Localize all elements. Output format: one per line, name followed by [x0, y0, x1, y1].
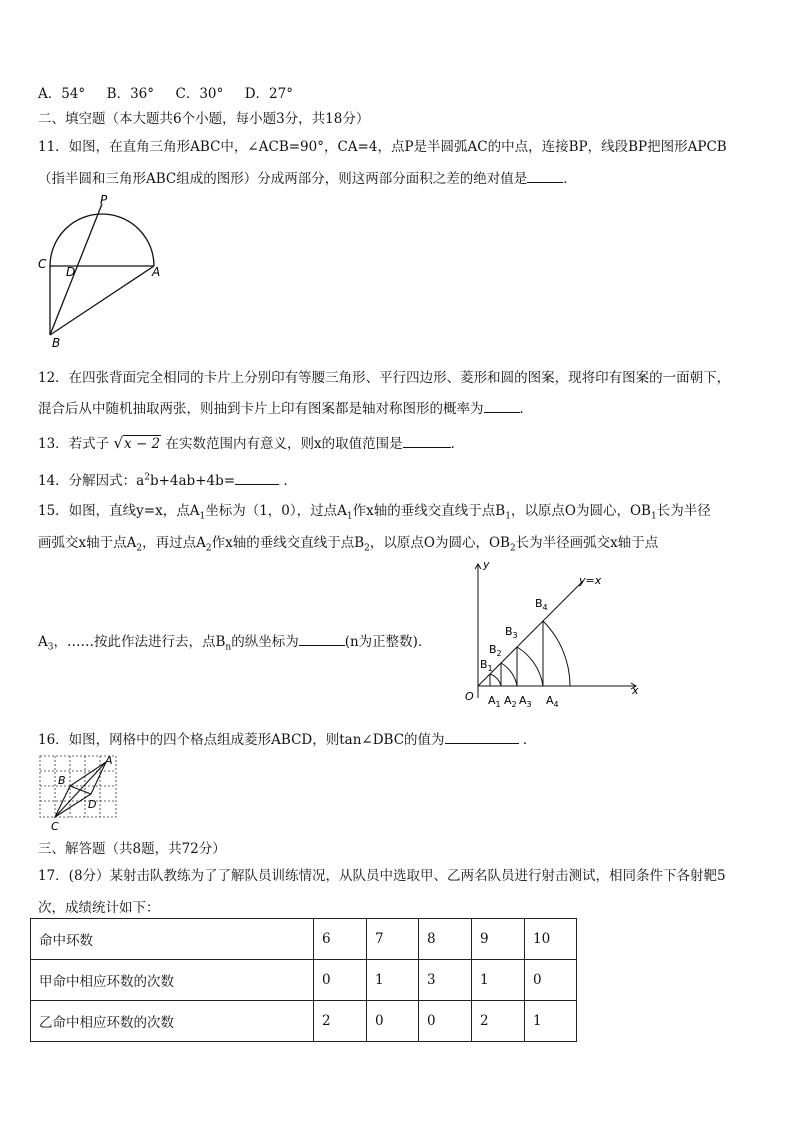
section-2-heading: 二、填空题（本大题共6个小题，每小题3分，共18分）	[38, 111, 370, 127]
q13-pre: 13．若式子	[38, 436, 110, 452]
choice-c: C．30°	[175, 86, 224, 102]
table-row	[31, 960, 577, 1001]
q15-l2b: ，再过点A	[142, 535, 206, 551]
table-cell: 1	[367, 960, 419, 1001]
q15-sub: 1	[650, 511, 657, 522]
q15-b2: $B_2$	[489, 643, 502, 658]
q15-sub: 2	[509, 543, 516, 554]
q15-b3: $B_3$	[505, 625, 518, 640]
q11-answer-blank[interactable]	[527, 168, 563, 183]
q15-l3a: A	[38, 634, 48, 650]
q17-line1: 17．(8分）某射击队教练为了了解队员训练情况，从队员中选取甲、乙两名队员进行射击测试，相同条件下各射靶5	[38, 868, 726, 884]
q12-answer-blank[interactable]	[484, 398, 520, 413]
section-3-heading: 三、解答题（共8题，共72分）	[38, 841, 226, 857]
choice-d: D．27°	[244, 86, 293, 102]
table-cell: 甲命中相应环数的次数	[31, 960, 314, 1001]
table-cell: 0	[525, 960, 577, 1001]
q15-l1b: 坐标为（1，0），过点A	[205, 503, 347, 519]
q16-label-d: D	[88, 798, 97, 811]
q15-l3d: (n为正整数)．	[344, 634, 432, 650]
q15-answer-blank[interactable]	[299, 631, 345, 646]
q13-radical: √x − 2	[113, 434, 161, 452]
q12-end: ．	[519, 401, 533, 417]
q15-sub: 1	[505, 511, 511, 522]
choice-b: B．36°	[106, 86, 155, 102]
q11-line2	[38, 167, 577, 187]
q16-label-a: A	[105, 754, 113, 767]
q15-l3b: ，……按此作法进行去，点B	[53, 634, 226, 650]
table-cell: 10	[525, 919, 577, 960]
table-cell: 7	[367, 919, 419, 960]
choices-line	[38, 82, 293, 102]
q15-l1d: ，以原点O为圆心，OB	[510, 503, 651, 519]
q14-answer-blank[interactable]	[235, 470, 279, 485]
q14-post: b+4ab+4b=	[149, 473, 236, 489]
q13-line	[38, 432, 464, 452]
q16-answer-blank[interactable]	[445, 729, 519, 744]
q15-l1c: 作x轴的垂线交直线于点B	[352, 503, 506, 519]
q15-line2	[38, 531, 658, 554]
q15-a1: $A_1$	[488, 694, 501, 709]
q12-line1: 12．在四张背面完全相同的卡片上分别印有等腰三角形、平行四边形、菱形和圆的图案，现将印有图案的一面朝下，	[38, 370, 731, 386]
q15-sub: 2	[364, 543, 370, 554]
q12-line2-text: 混合后从中随机抽取两张，则抽到卡片上印有图案都是轴对称图形的概率为	[38, 401, 484, 417]
q15-l1a: 15．如图，直线y=x，点A	[38, 503, 200, 519]
q15-l1e: 长为半径	[656, 503, 711, 519]
q15-sub: 3	[47, 642, 54, 653]
q13-post: 在实数范围内有意义，则x的取值范围是	[165, 436, 403, 452]
choice-a: A．54°	[38, 86, 86, 102]
q15-l2c: 作x轴的垂线交直线于点B	[211, 535, 365, 551]
table-cell: 3	[419, 960, 472, 1001]
q11-label-d: D	[66, 265, 76, 279]
q15-sub: 2	[136, 543, 143, 554]
q15-axis-y: y	[483, 558, 490, 571]
q12-line2	[38, 397, 533, 417]
q15-figure	[448, 558, 648, 710]
q11-label-b: B	[52, 336, 61, 350]
table-cell: 0	[367, 1001, 419, 1042]
table-row	[31, 919, 577, 960]
q15-a2: $A_2$	[504, 694, 517, 709]
q15-line3	[38, 630, 431, 653]
table-cell: 2	[314, 1001, 367, 1042]
table-cell: 1	[472, 960, 525, 1001]
table-row	[31, 1001, 577, 1042]
q17-line2: 次，成绩统计如下：	[38, 900, 160, 916]
q15-b4: $B_4$	[535, 597, 548, 612]
q15-axis-x: x	[632, 684, 639, 697]
q11-label-p: P	[100, 193, 108, 207]
q11-end: ．	[563, 171, 577, 187]
q14-sup: 2	[144, 472, 150, 483]
q16-end: ．	[522, 732, 537, 748]
q16-label-c: C	[51, 820, 59, 833]
table-cell: 1	[525, 1001, 577, 1042]
q14-line	[38, 469, 297, 489]
q15-sub: 2	[205, 543, 212, 554]
q14-end: ．	[283, 473, 297, 489]
table-cell: 0	[419, 1001, 472, 1042]
q13-end: ．	[450, 436, 465, 452]
q15-l3c: 的纵坐标为	[231, 634, 299, 650]
q15-line1	[38, 499, 711, 522]
table-cell: 2	[472, 1001, 525, 1042]
q15-sub: 1	[346, 511, 353, 522]
table-cell: 9	[472, 919, 525, 960]
table-cell: 6	[314, 919, 367, 960]
q17-score-table	[30, 918, 577, 1042]
q11-figure	[34, 192, 174, 352]
q15-b1: $B_1$	[480, 658, 493, 673]
q15-l2d: ，以原点O为圆心，OB	[369, 535, 510, 551]
q11-label-a: A	[152, 265, 161, 279]
q15-a3: $A_3$	[519, 694, 532, 709]
q11-line1: 11．如图，在直角三角形ABC中，∠ACB=90°，CA=4，点P是半圆弧AC的中点，连接BP，线段BP把图形APCB	[38, 139, 727, 155]
q15-origin: O	[465, 690, 474, 703]
q11-label-c: C	[38, 257, 47, 271]
table-cell: 乙命中相应环数的次数	[31, 1001, 314, 1042]
q15-sub: n	[225, 642, 232, 653]
table-cell: 0	[314, 960, 367, 1001]
q16-line	[38, 728, 536, 748]
q13-answer-blank[interactable]	[403, 433, 451, 448]
q15-line-label: y=x	[579, 574, 602, 587]
q16-label-b: B	[58, 774, 66, 787]
q15-a4: $A_4$	[546, 694, 559, 709]
table-cell: 8	[419, 919, 472, 960]
q11-line2-text: （指半圆和三角形ABC组成的图形）分成两部分，则这两部分面积之差的绝对值是	[38, 171, 528, 187]
q14-pre: 14．分解因式：a	[38, 473, 145, 489]
q15-sub: 1	[199, 511, 206, 522]
q16-text: 16．如图，网格中的四个格点组成菱形ABCD，则tan∠DBC的值为	[38, 732, 445, 748]
q13-radicand: x − 2	[124, 436, 161, 452]
q15-l2e: 长为半径画弧交x轴于点	[515, 535, 659, 551]
q16-figure	[36, 754, 122, 834]
q15-l2a: 画弧交x轴于点A	[38, 535, 137, 551]
table-cell: 命中环数	[31, 919, 314, 960]
